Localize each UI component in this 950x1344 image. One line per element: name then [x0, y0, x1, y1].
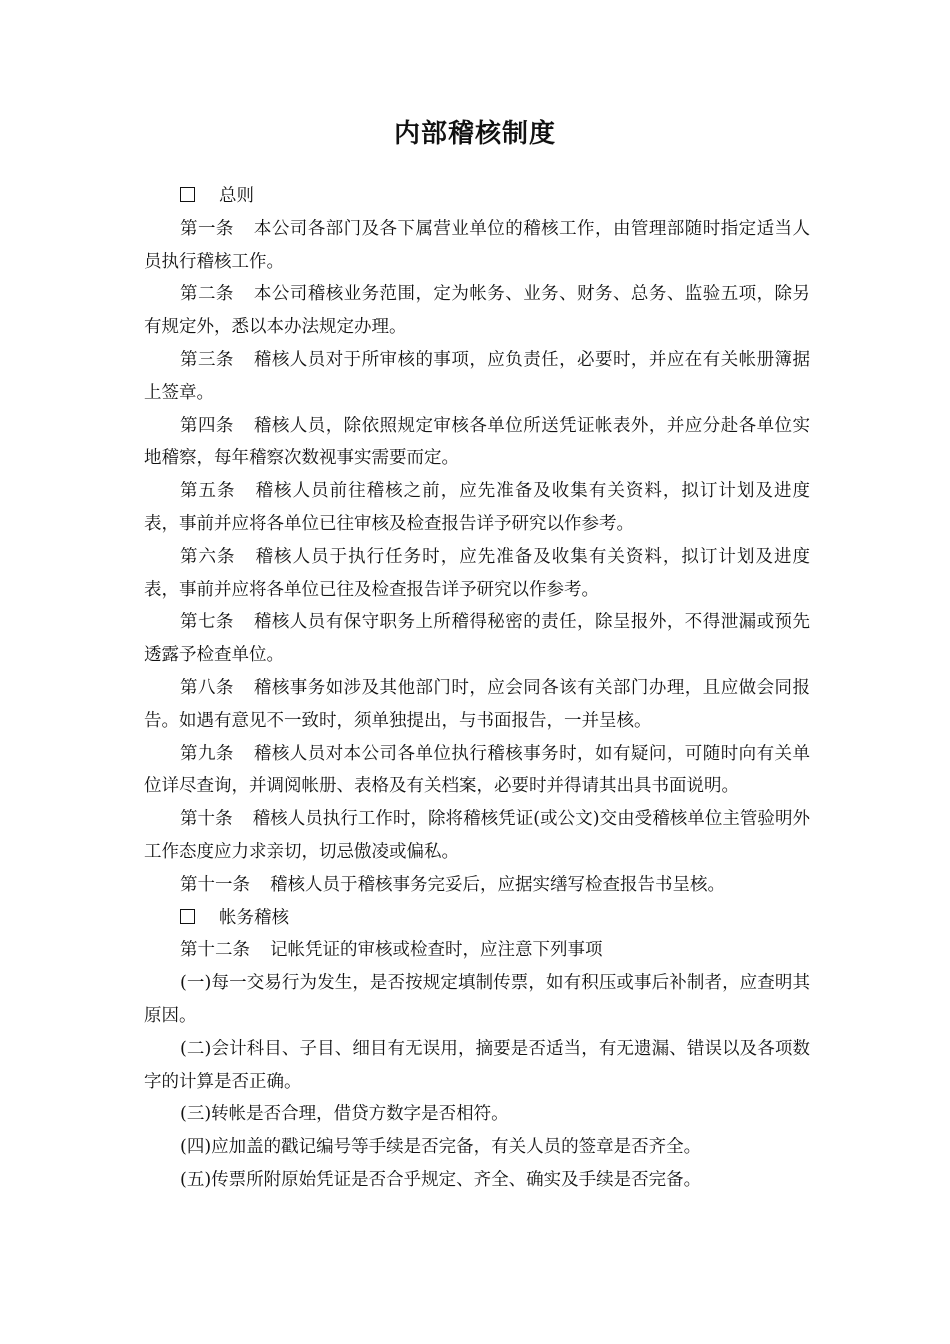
article-text: 稽核人员对本公司各单位执行稽核事务时，如有疑问，可随时向有关单位详尽查询，并调阅帐册、表格及有关档案，必要时并得请其出具书面说明。	[144, 743, 811, 797]
list-item: (五)传票所附原始凭证是否合乎规定、齐全、确实及手续是否完备。	[180, 1169, 702, 1190]
article-7	[144, 606, 810, 672]
article-3	[144, 344, 810, 410]
article-number: 第三条	[180, 349, 234, 370]
checkbox-square-icon	[180, 909, 195, 924]
article-1	[144, 213, 810, 279]
article-text: 稽核人员前往稽核之前，应先准备及收集有关资料，拟订计划及进度表，事前并应将各单位已往审核及检查报告详予研究以作参考。	[144, 481, 810, 534]
article-text: 稽核人员，除依照规定审核各单位所送凭证帐表外，并应分赴各单位实地稽察，每年稽察次数视事实需要而定。	[144, 415, 811, 469]
article-number: 第一条	[180, 218, 234, 239]
article-text: 稽核事务如涉及其他部门时，应会同各该有关部门办理，且应做会同报告。如遇有意见不一致时，须单独提出，与书面报告，一并呈核。	[144, 677, 811, 731]
article-text: 稽核人员于稽核事务完妥后，应据实缮写检查报告书呈核。	[270, 874, 725, 895]
article-text: 稽核人员于执行任务时，应先准备及收集有关资料，拟订计划及进度表，事前并应将各单位已往及检查报告详予研究以作参考。	[144, 546, 810, 600]
article-number: 第五条	[180, 481, 236, 502]
article-number: 第十一条	[180, 874, 250, 895]
document-body	[144, 180, 810, 1197]
section-heading-text: 总则	[219, 186, 254, 206]
article-number: 第四条	[180, 415, 234, 436]
section-heading-text: 帐务稽核	[219, 907, 289, 928]
article-text: 稽核人员执行工作时，除将稽核凭证(或公文)交由受稽核单位主管验明外工作态度应力求亲切，切忌傲凌或偏私。	[144, 809, 811, 862]
section-heading-general	[144, 180, 810, 213]
article-text: 记帐凭证的审核或检查时，应注意下列事项	[270, 940, 603, 961]
article-number: 第二条	[180, 284, 234, 305]
article-number: 第十条	[180, 809, 233, 830]
list-item: (三)转帐是否合理，借贷方数字是否相符。	[180, 1104, 509, 1125]
article-text: 本公司稽核业务范围，定为帐务、业务、财务、总务、监验五项，除另有规定外，悉以本办法规定办理。	[144, 284, 811, 338]
list-item: (四)应加盖的戳记编号等手续是否完备，有关人员的签章是否齐全。	[180, 1137, 702, 1158]
section-heading-accounting-audit	[144, 902, 810, 935]
article-10	[144, 803, 810, 869]
checkbox-square-icon	[180, 187, 195, 202]
article-number: 第九条	[180, 743, 234, 764]
article-2	[144, 278, 810, 344]
list-item: (二)会计科目、子目、细目有无误用，摘要是否适当，有无遗漏、错误以及各项数字的计算是否正确。	[144, 1038, 810, 1092]
list-item: (一)每一交易行为发生，是否按规定填制传票，如有积压或事后补制者，应查明其原因。	[144, 973, 810, 1026]
article-4	[144, 410, 810, 476]
article-text: 稽核人员对于所审核的事项，应负责任，必要时，并应在有关帐册簿据上签章。	[144, 349, 811, 403]
article-number: 第七条	[180, 612, 234, 633]
article-8	[144, 672, 810, 738]
article-9	[144, 738, 810, 804]
article-5	[144, 475, 810, 541]
article-text: 稽核人员有保守职务上所稽得秘密的责任，除呈报外，不得泄漏或预先透露予检查单位。	[144, 612, 811, 666]
article-number: 第八条	[180, 677, 234, 698]
article-11	[144, 869, 810, 902]
article-number: 第十二条	[180, 940, 250, 961]
article-12	[144, 934, 810, 967]
article-number: 第六条	[180, 546, 236, 567]
document-title: 内部稽核制度	[393, 119, 556, 149]
article-6	[144, 541, 810, 607]
article-text: 本公司各部门及各下属营业单位的稽核工作，由管理部随时指定适当人员执行稽核工作。	[144, 218, 811, 272]
